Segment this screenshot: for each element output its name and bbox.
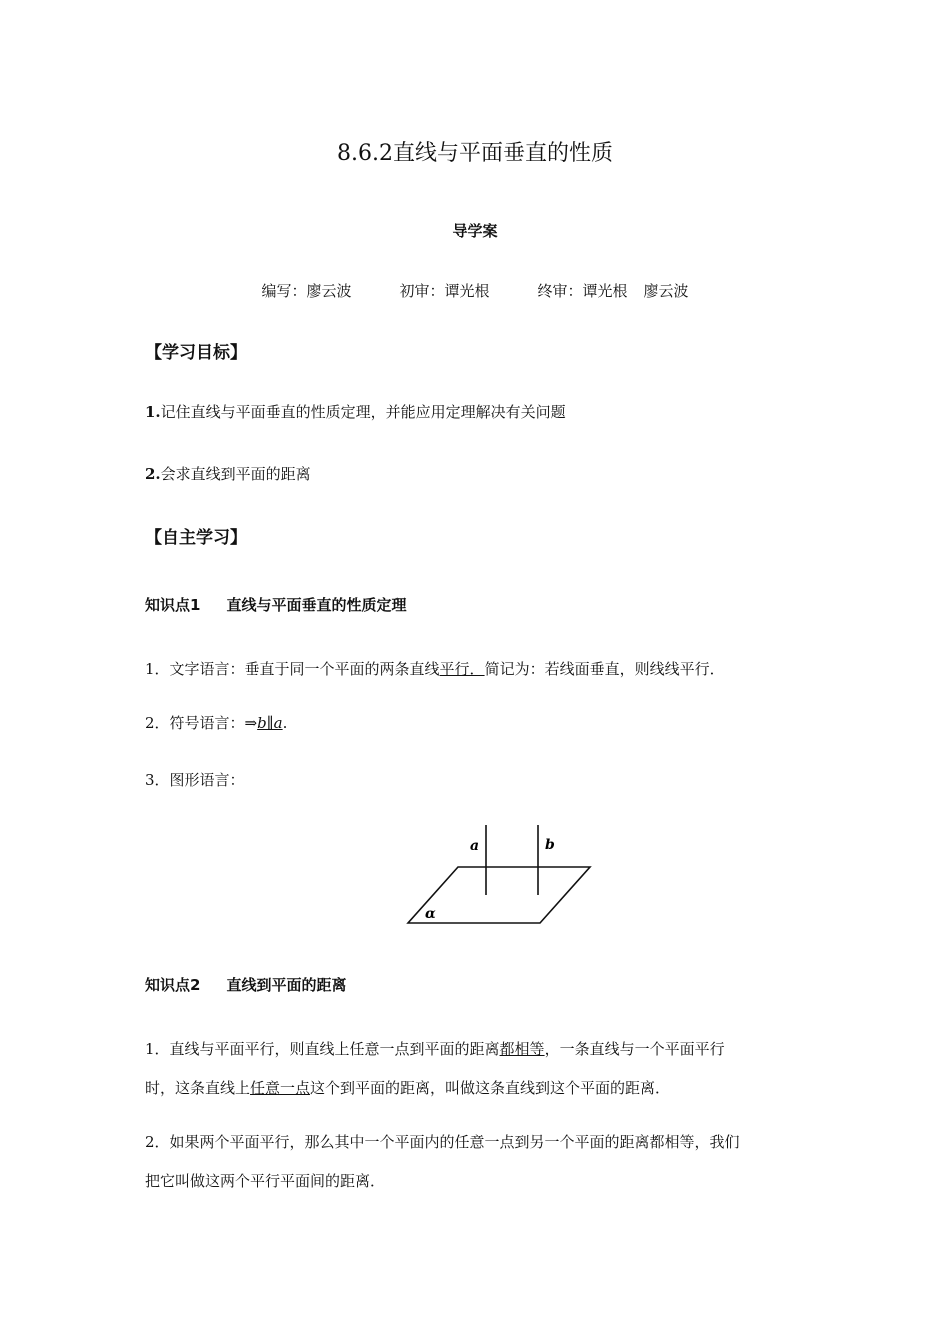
goal-1-text: 记住直线与平面垂直的性质定理，并能应用定理解决有关问题: [160, 403, 566, 421]
goal-2-text: 会求直线到平面的距离: [160, 465, 311, 483]
kp1-title: 直线与平面垂直的性质定理: [226, 596, 407, 614]
line-b-label: b: [545, 837, 555, 853]
kp1-item-2-answer: b∥a: [257, 714, 283, 732]
kp2-label: 知识点2: [145, 976, 201, 994]
kp2-p1-line2-text: 时，这条直线上: [145, 1079, 251, 1097]
kp1-item-1-summary: 简记为：若线面垂直，则线线平行．: [484, 660, 725, 678]
knowledge-point-1-heading: [145, 594, 406, 615]
perpendicular-lines-figure: [400, 820, 600, 930]
kp1-item-2: [145, 712, 287, 733]
kp2-para-2-line-2: 把它叫做这两个平行平面间的距离．: [145, 1172, 386, 1190]
kp1-item-2-text: 2．符号语言：⇒: [145, 714, 258, 732]
kp2-para-1-line-1: [145, 1038, 725, 1059]
first-review: 初审：谭光根: [399, 282, 490, 300]
section-learning-goals: 【学习目标】: [145, 343, 247, 363]
knowledge-point-2-heading: [145, 974, 346, 995]
final-review: 终审：谭光根: [537, 282, 628, 300]
kp2-para-1-line-2: [145, 1077, 670, 1098]
kp2-p1-line2-cont: 这个到平面的距离，叫做这条直线到这个平面的距离．: [310, 1079, 671, 1097]
kp2-p1-text: 1．直线与平面平行，则直线上任意一点到平面的距离: [145, 1040, 500, 1058]
author-line: [0, 280, 950, 301]
goal-1-number: 1.: [145, 403, 161, 421]
kp1-item-1-answer: 平行．: [439, 660, 485, 678]
page-title: 8.6.2直线与平面垂直的性质: [337, 141, 613, 166]
kp2-p1-answer-2: 任意一点: [250, 1079, 311, 1097]
kp1-label: 知识点1: [145, 596, 201, 614]
section-self-study: 【自主学习】: [145, 528, 247, 548]
goal-1: [145, 401, 566, 422]
kp2-p1-text-cont: ，一条直线与一个平面平行: [544, 1040, 725, 1058]
plane-alpha-label: α: [425, 906, 436, 922]
goal-2: [145, 463, 311, 484]
kp1-item-1-text: 1．文字语言：垂直于同一个平面的两条直线: [145, 660, 440, 678]
final-review-second: 廖云波: [643, 282, 689, 300]
kp2-p1-answer-1: 都相等: [499, 1040, 545, 1058]
kp2-title: 直线到平面的距离: [226, 976, 347, 994]
kp1-item-3: 3．图形语言：: [145, 771, 245, 789]
kp1-item-2-period: .: [282, 714, 288, 732]
kp2-para-2-line-1: 2．如果两个平面平行，那么其中一个平面内的任意一点到另一个平面的距离都相等，我们: [145, 1133, 740, 1151]
goal-2-number: 2.: [145, 465, 161, 483]
page-subtitle: 导学案: [452, 222, 498, 240]
line-a-label: a: [470, 838, 480, 854]
editor: 编写：廖云波: [261, 282, 352, 300]
kp1-item-1: [145, 658, 725, 679]
